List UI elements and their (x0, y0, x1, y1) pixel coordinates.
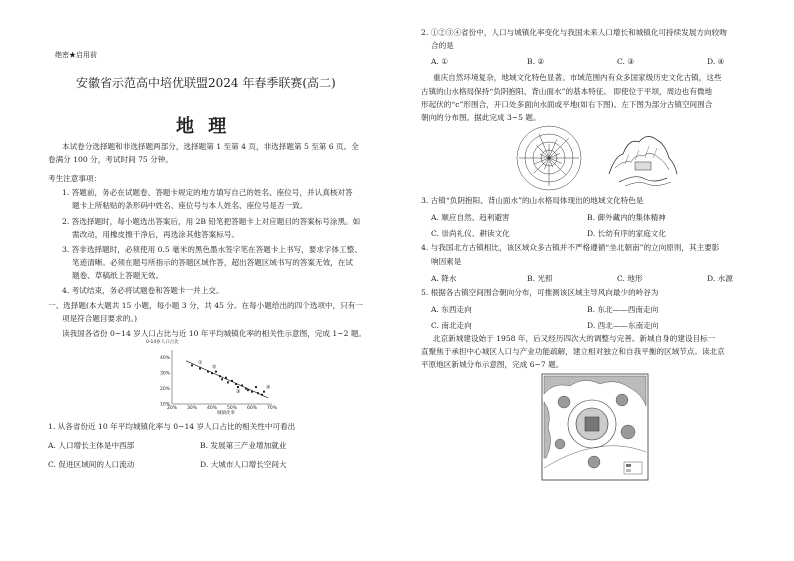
chart-x-tick: 40% (206, 406, 218, 411)
beijing-new-towns-map (540, 372, 650, 482)
chongqing-para-3: 形起伏的“c”形围合，开口处多面向水面或平地(如右下图)。左下图为部分古镇空间围合 (421, 100, 713, 109)
notice-3a: 3. 答非选择题时，必须使用 0.5 毫米的黑色墨水签字笔在答题卡上书写，要求字体工整、 (62, 245, 362, 254)
chart-marks (186, 360, 271, 398)
q1-option-a[interactable]: A. 人口增长主体是中西部 (48, 441, 135, 450)
question-3: 3. 古镇“负阴抱阳、背山面水”的山水格局体现出的地域文化特色是 (421, 196, 644, 205)
question-2-b: 合的是 (431, 41, 454, 50)
section-1-heading-b: 项是符合题目要求的。) (62, 314, 138, 323)
chart-point (247, 389, 249, 391)
q2-option-d[interactable]: D. ④ (707, 57, 725, 66)
q4-option-c[interactable]: C. 地形 (617, 274, 643, 283)
chart-point-label: ③ (236, 389, 241, 396)
chart-point-label: ① (198, 359, 203, 366)
q5-option-a[interactable]: A. 东西走向 (431, 305, 472, 314)
question-2-a: 2. ①②③④省份中，人口与城镇化率变化与我国未来人口增长和城镇化可持续发展方向较吻 (421, 28, 727, 37)
chart-point-label: ④ (266, 384, 271, 391)
read-prompt-1: 读我国各省份 0~14 岁人口占比与近 10 年平均城镇化率的相关性示意图，完成 1~2 题。 (62, 329, 367, 338)
chart-point (235, 383, 237, 385)
chart-point (255, 386, 257, 388)
ancient-town-landscape-sketch (605, 124, 681, 190)
notice-3c: 题卷、草稿纸上答题无效。 (72, 271, 164, 280)
chart-axes (160, 350, 278, 411)
chart-x-tick: 20% (166, 406, 178, 411)
q3-option-a[interactable]: A. 顺应自然、趋利避害 (431, 213, 510, 222)
chart-y-tick: 20% (159, 387, 170, 393)
chart-x-tick: 50% (226, 406, 238, 411)
notice-1b: 题卡上所粘贴的条形码中姓名、座位号与本人姓名、座位号是否一致。 (72, 201, 308, 210)
beijing-para-2: 直聚焦于承担中心城区人口与产业功能疏解，建立相对独立和自我平衡的区域节点。读北京 (421, 347, 725, 356)
urbanization-scatter-chart (140, 338, 280, 416)
rose-spoke (536, 145, 549, 158)
notice-title: 考生注意事项： (48, 174, 102, 183)
q3-option-c[interactable]: C. 崇尚礼仪、耕读文化 (431, 229, 510, 238)
chart-point (221, 378, 223, 380)
q5-option-b[interactable]: B. 东北——西南走向 (587, 305, 659, 314)
notice-2a: 2. 答选择题时，每小题选出答案后，用 2B 铅笔把答题卡上对应题目的答案标号涂黑。如 (62, 217, 361, 226)
beijing-para-3: 平原地区新城分布示意图，完成 6~7 题。 (421, 360, 564, 369)
notice-2b: 需改动，用橡皮擦干净后，再选涂其他答案标号。 (72, 230, 240, 239)
q2-option-a[interactable]: A. ① (431, 57, 449, 66)
rose-spoke (549, 158, 566, 175)
q1-option-d[interactable]: D. 大城市人口增长空间大 (200, 460, 287, 469)
q2-option-c[interactable]: C. ③ (617, 57, 635, 66)
chart-point (207, 371, 209, 373)
chart-x-tick: 60% (246, 406, 258, 411)
intro-line-1: 本试卷分选择题和非选择题两部分，选择题第 1 至第 4 页，非选择题第 5 至第 6 页。全 (62, 142, 359, 151)
chart-point (251, 391, 253, 393)
chart-ylabel: 0-14岁人口占比 (146, 340, 179, 345)
q1-option-c[interactable]: C. 促进区域间的人口流动 (48, 460, 135, 469)
chart-point (241, 384, 243, 386)
question-4-a: 4. 与我国北方古镇相比，该区域众多古镇并不严格遵循“坐北朝南”的立向原则，其主要影 (421, 243, 720, 252)
chart-point (257, 392, 259, 394)
notice-4: 4. 考试结束，务必将试题卷和答题卡一并上交。 (62, 286, 224, 295)
subject-title: 地 理 (176, 116, 231, 137)
section-1-heading-a: 一、选择题(本大题共 15 小题，每小题 3 分，共 45 分。在每小题给出的四个选项中，只有一 (48, 301, 363, 310)
orientation-rose-diagram (515, 124, 589, 192)
question-5: 5. 根据各古镇空间围合朝向分布，可推测该区域主导风向最少的岭谷为 (421, 288, 659, 297)
notice-1a: 1. 答题前，务必在试题卷、答题卡规定的地方填写自己的姓名、座位号，并认真核对答 (62, 188, 353, 197)
chart-y-tick: 10% (159, 402, 170, 408)
q5-option-d[interactable]: D. 西北——东南走向 (587, 321, 659, 330)
question-4-b: 响因素是 (431, 257, 462, 266)
chart-x-tick: 30% (186, 406, 198, 411)
chart-point (199, 368, 201, 370)
chart-xlabel: 城镇化率 (217, 411, 235, 416)
chart-y-tick: 40% (159, 356, 170, 362)
beijing-para-1: 北京新城建设始于 1958 年，后又经历四次大的调整与完善。新城自身的建设目标一 (433, 334, 716, 343)
exam-title: 安徽省示范高中培优联盟2024 年春季联赛(高二) (76, 76, 336, 90)
chart-point (237, 386, 239, 388)
notice-3b: 笔迹清晰。必须在题号所指示的答题区域作答，超出答题区域书写的答案无效，在试 (72, 258, 353, 267)
chart-point (245, 388, 247, 390)
q2-option-b[interactable]: B. ② (527, 57, 545, 66)
q4-option-b[interactable]: B. 光照 (527, 274, 553, 283)
question-1: 1. 从各省份近 10 年平均城镇化率与 0~14 岁人口占比的相关性中可看出 (48, 422, 296, 431)
chongqing-para-1: 重庆自然环境复杂，地域文化特色显著。市域范围内有众多国家级历史文化古镇，这些 (433, 73, 722, 82)
q3-option-d[interactable]: D. 长幼有序的家庭文化 (587, 229, 666, 238)
chart-point (227, 381, 229, 383)
q4-option-d[interactable]: D. 水源 (707, 274, 733, 283)
chart-point (231, 380, 233, 382)
chart-point (263, 391, 265, 393)
confidential-mark: 绝密★启用前 (55, 51, 97, 59)
chongqing-para-4: 朝向的分布图。据此完成 3~5 题。 (421, 113, 541, 122)
rose-spoke (549, 138, 569, 158)
chart-point (219, 375, 221, 377)
chart-point (211, 372, 213, 374)
q5-option-c[interactable]: C. 南北走向 (431, 321, 472, 330)
intro-line-2: 卷满分 100 分，考试时间 75 分钟。 (48, 155, 173, 164)
chart-trend-line (186, 361, 268, 398)
chart-point (215, 371, 217, 373)
chart-point-label: ② (212, 364, 217, 371)
q3-option-b[interactable]: B. 御外藏内的集体精神 (587, 213, 666, 222)
q1-option-b[interactable]: B. 发展第三产业增加就业 (200, 441, 287, 450)
chart-y-tick: 30% (159, 371, 170, 377)
chart-point (225, 377, 227, 379)
chart-point (261, 394, 263, 396)
chart-point (191, 364, 193, 366)
chongqing-para-2: 古镇的山水格局保持“负阴抱阳、背山面水”的基本特征。 即使位于平坝，周边也有微地 (421, 87, 713, 96)
q4-option-a[interactable]: A. 降水 (431, 274, 457, 283)
chart-x-tick: 70% (266, 406, 278, 411)
